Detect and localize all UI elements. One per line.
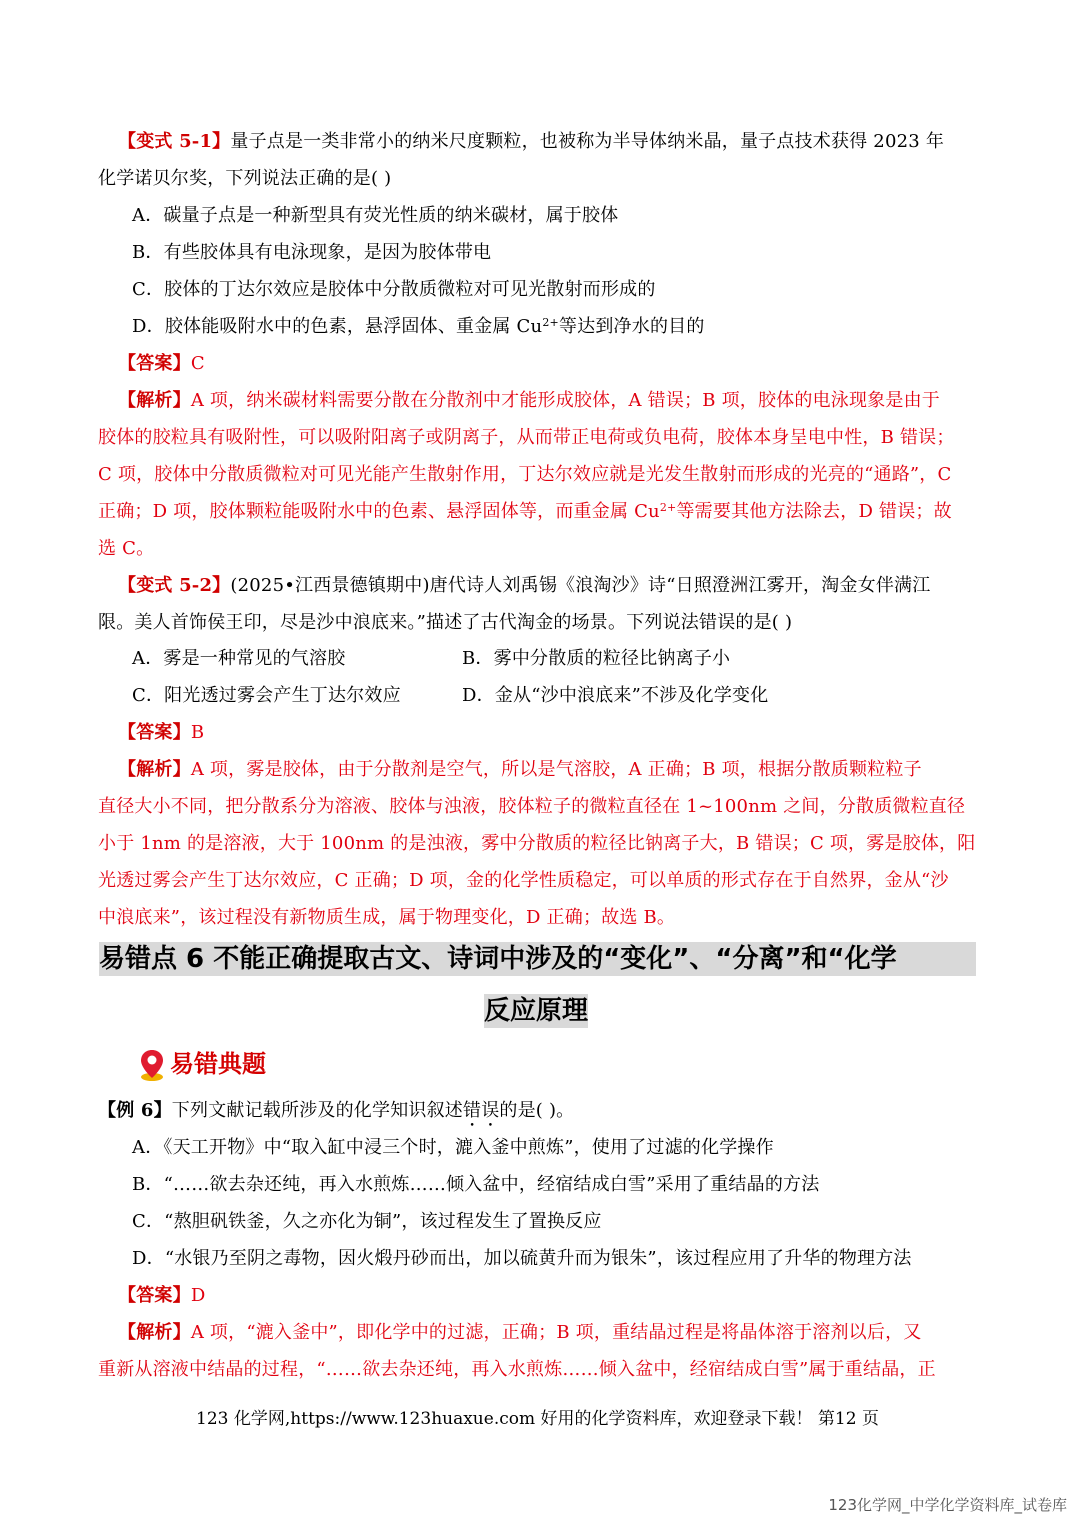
q51-exp-tag: 【解析】 [118, 390, 191, 411]
ex6-tag: 【例 6】 [98, 1100, 172, 1121]
q52-stem-line1 [118, 574, 930, 598]
q52-answer-value: B [190, 722, 205, 743]
q51-exp-line1 [118, 389, 940, 413]
ex6-answer [118, 1284, 205, 1308]
q51-option-b: B．有些胶体具有电泳现象，是因为胶体带电 [132, 242, 492, 263]
q51-option-d-sup: 2+ [542, 316, 559, 329]
q51-stem-line1 [118, 130, 944, 154]
location-pin-icon [138, 1048, 166, 1082]
q51-option-c: C．胶体的丁达尔效应是胶体中分散质微粒对可见光散射而形成的 [132, 279, 656, 300]
q52-tag: 【变式 5-2】 [118, 575, 231, 596]
q51-exp-line4 [98, 500, 952, 524]
q51-exp-text4: 正确；D 项，胶体颗粒能吸附水中的色素、悬浮固体等，而重金属 Cu [98, 501, 660, 522]
error-point-heading-line1: 易错点 6 不能正确提取古文、诗词中涉及的“变化”、“分离”和“化学 [99, 942, 976, 976]
q51-exp-line2: 胶体的胶粒具有吸附性，可以吸附阳离子或阴离子，从而带正电荷或负电荷，胶体本身呈电中性，B 错误； [98, 427, 955, 448]
ex6-option-b: B．“……欲去杂还纯，再入水煎炼……倾入盆中，经宿结成白雪”采用了重结晶的方法 [132, 1174, 820, 1195]
ex6-answer-tag: 【答案】 [118, 1285, 191, 1306]
section-title: 易错典题 [170, 1050, 266, 1078]
q51-option-d-tail: 等达到净水的目的 [558, 316, 705, 337]
q51-answer [118, 352, 205, 376]
q51-stem-line2: 化学诺贝尔奖，下列说法正确的是( ) [98, 168, 392, 189]
ex6-stem-tail: 的是( )。 [499, 1100, 575, 1121]
q52-exp-line4: 光透过雾会产生丁达尔效应，C 正确；D 项，金的化学性质稳定，可以单质的形式存在于自然界，金从“沙 [98, 870, 949, 891]
page-footer: 123 化学网,https://www.123huaxue.com 好用的化学资料库，欢迎登录下载！ 第12 页 [196, 1409, 879, 1429]
ex6-stem [98, 1099, 574, 1131]
q52-answer [118, 721, 204, 745]
ex6-answer-value: D [190, 1285, 206, 1306]
q52-option-d: D．金从“沙中浪底来”不涉及化学变化 [462, 685, 769, 706]
ex6-option-d: D．“水银乃至阴之毒物，因火煅丹砂而出，加以硫黄升而为银朱”，该过程应用了升华的物理方法 [132, 1248, 912, 1269]
q51-option-d-text: D．胶体能吸附水中的色素，悬浮固体、重金属 Cu [132, 316, 543, 337]
q52-exp-line1 [118, 758, 922, 782]
ex6-exp-line2: 重新从溶液中结晶的过程，“……欲去杂还纯，再入水煎炼……倾入盆中，经宿结成白雪”属于重结晶，正 [98, 1359, 936, 1380]
ex6-stem-emphasis: 错误 [463, 1100, 500, 1121]
q52-option-c: C．阳光透过雾会产生丁达尔效应 [132, 685, 401, 706]
q51-option-a: A．碳量子点是一种新型具有荧光性质的纳米碳材，属于胶体 [132, 205, 619, 226]
ex6-exp-tag: 【解析】 [118, 1322, 191, 1343]
ex6-exp-line1 [118, 1321, 921, 1345]
q52-exp-tag: 【解析】 [118, 759, 191, 780]
q52-exp-text1: A 项，雾是胶体，由于分散剂是空气，所以是气溶胶，A 正确；B 项，根据分散质颗粒粒子 [190, 759, 922, 780]
q52-option-b: B．雾中分散质的粒径比钠离子小 [462, 648, 731, 669]
q51-exp-text1: A 项，纳米碳材料需要分散在分散剂中才能形成胶体，A 错误；B 项，胶体的电泳现象是由于 [190, 390, 940, 411]
error-point-heading-line2: 反应原理 [484, 996, 589, 1026]
q52-exp-line2: 直径大小不同，把分散系分为溶液、胶体与浊液，胶体粒子的微粒直径在 1~100nm 之间，分散质微粒直径 [98, 796, 966, 817]
q51-option-d [132, 315, 705, 339]
q51-stem-text: 量子点是一类非常小的纳米尺度颗粒，也被称为半导体纳米晶，量子点技术获得 2023 年 [230, 131, 945, 152]
ex6-stem-text: 下列文献记载所涉及的化学知识叙述 [171, 1100, 463, 1121]
q52-option-a: A．雾是一种常见的气溶胶 [132, 648, 346, 669]
corner-watermark: 123化学网_中学化学资料库_试卷库 [828, 1496, 1067, 1514]
q51-exp-tail: 等需要其他方法除去，D 错误；故 [676, 501, 952, 522]
q52-stem-text: (2025•江西景德镇期中)唐代诗人刘禹锡《浪淘沙》诗“日照澄洲江雾开，淘金女伴满江 [230, 575, 931, 596]
q51-exp-line3: C 项，胶体中分散质微粒对可见光能产生散射作用，丁达尔效应就是光发生散射而形成的光亮的“通路”，C [98, 464, 952, 485]
q52-exp-line3: 小于 1nm 的是溶液，大于 100nm 的是浊液，雾中分散质的粒径比钠离子大，B 错误；C 项，雾是胶体，阳 [98, 833, 976, 854]
q51-exp-sup: 2+ [659, 501, 677, 514]
q52-answer-tag: 【答案】 [118, 722, 191, 743]
q51-answer-tag: 【答案】 [118, 353, 191, 374]
ex6-option-c: C．“熬胆矾铁釜，久之亦化为铜”，该过程发生了置换反应 [132, 1211, 602, 1232]
q52-exp-line5: 中浪底来”，该过程没有新物质生成，属于物理变化，D 正确；故选 B。 [98, 907, 676, 928]
ex6-option-a: A．《天工开物》中“取入缸中浸三个时，漉入釜中煎炼”，使用了过滤的化学操作 [132, 1137, 774, 1158]
ex6-exp-text1: A 项，“漉入釜中”，即化学中的过滤，正确；B 项，重结晶过程是将晶体溶于溶剂以后，又 [190, 1322, 922, 1343]
q51-answer-value: C [190, 353, 205, 374]
q51-exp-line5: 选 C。 [98, 538, 155, 559]
q52-stem-line2: 限。美人首饰侯王印，尽是沙中浪底来。”描述了古代淘金的场景。下列说法错误的是( ) [98, 612, 793, 633]
q51-tag: 【变式 5-1】 [118, 131, 231, 152]
